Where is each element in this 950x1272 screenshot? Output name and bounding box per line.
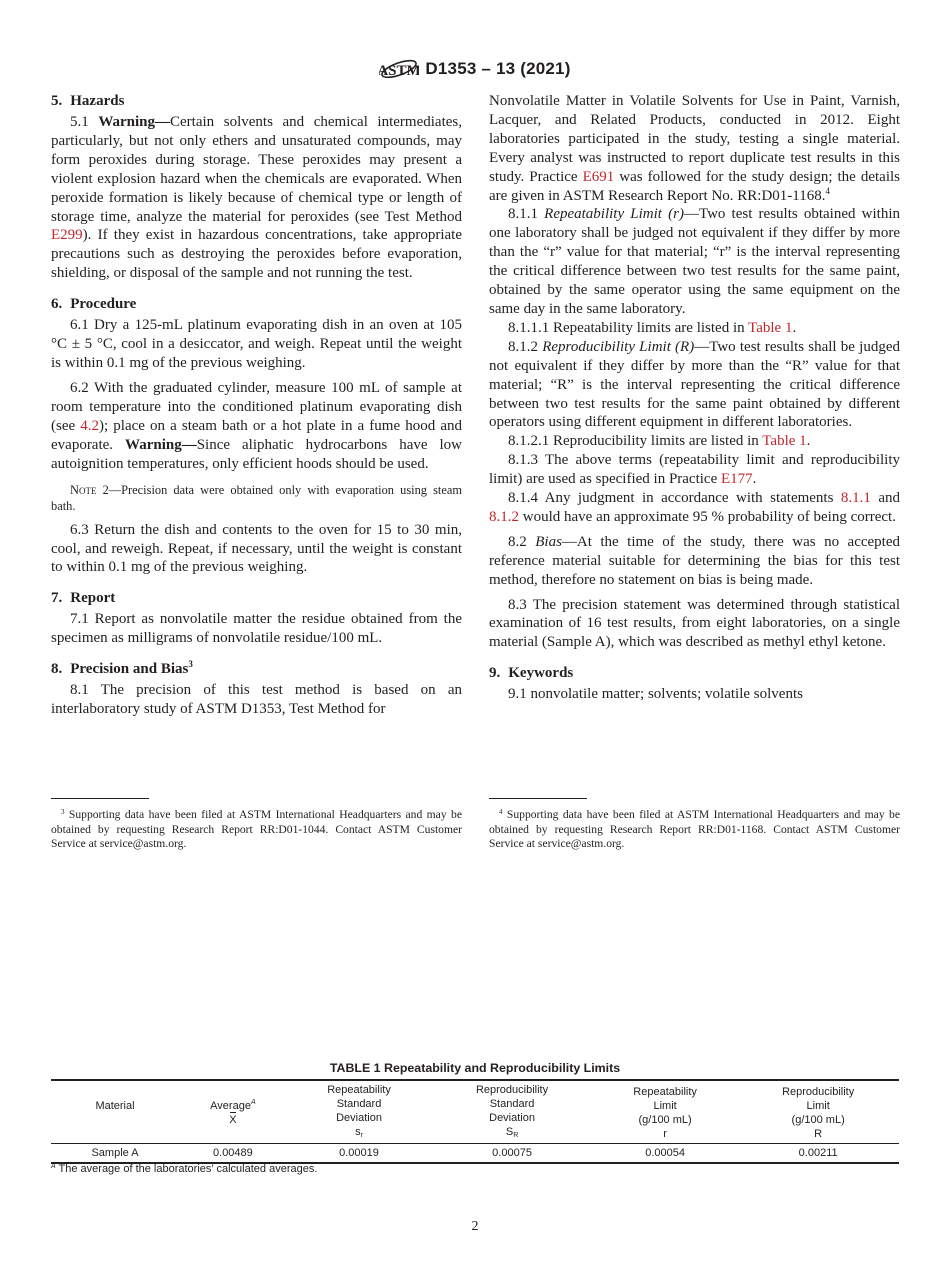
- cell-reproducibility-limit: 0.00211: [737, 1144, 899, 1164]
- footnote-3: $^3$ Supporting data have been filed at ASTM International Headquarters and may be obtained by requesting Research Report RR:D01-1044. Contact ASTM Customer Service at service@astm.org.: [51, 808, 462, 851]
- paragraph-8-1-2: 8.1.2 Reproducibility Limit (R)—Two test results shall be judged not equivalent if they differ by more than the “R” value for that material; “R” is the interval representing the critical difference between two test results for the same paint obtained by different operators using different equipment in different laboratories.: [489, 338, 900, 431]
- paragraph-8-1-1: 8.1.1 Repeatability Limit (r)—Two test results obtained within one laboratory shall be judged not equivalent if they differ by more than the “r” value for that material; “r” is the interval representing the critical difference between two test results for the same paint, obtained by the same operator using the same equipment on the same day in the same laboratory.: [489, 206, 900, 317]
- paragraph-8-1-start: 8.1 The precision of this test method is based on an interlaboratory study of ASTM D1353, Test Method for: [51, 682, 462, 718]
- section-9-heading: 9. Keywords: [489, 665, 574, 682]
- link-4-2[interactable]: 4.2: [80, 417, 100, 434]
- page-number: 2: [471, 1219, 479, 1234]
- link-table-1[interactable]: Table 1: [748, 319, 793, 336]
- link-table-1[interactable]: Table 1: [762, 433, 807, 450]
- paragraph-8-3: 8.3 The precision statement was determined through statistical examination of 16 test results, from eight laboratories, on a single material (Sample A), which was described as methyl ethyl ketone.: [489, 596, 900, 651]
- footnote-ref-3[interactable]: 3: [188, 659, 193, 670]
- table-1: [51, 1079, 899, 1164]
- link-e177[interactable]: E177: [721, 471, 753, 488]
- col-header-reproducibility-sd: Reproducibility Standard Deviation $S_R$: [431, 1080, 593, 1144]
- col-header-material: Material: [51, 1080, 179, 1144]
- cell-material: Sample A: [51, 1144, 179, 1164]
- paragraph-6-2: 6.2 With the graduated cylinder, measure 100 mL of sample at room temperature into the conditioned platinum evaporating dish (see 4.2); place on a steam bath or a hot plate in a fume hood and evaporate. Warning—Since aliphatic hydrocarbons have low autoignition temperatures, only efficient hoods should be used.: [51, 379, 462, 472]
- section-7-heading: 7. Report: [51, 590, 116, 607]
- col-header-average: Average$^A$ X: [179, 1080, 287, 1144]
- link-8-1-2[interactable]: 8.1.2: [489, 508, 519, 525]
- svg-text:ASTM: ASTM: [379, 63, 420, 79]
- paragraph-8-1-1-1: 8.1.1.1 Repeatability limits are listed in Table 1.: [508, 319, 797, 336]
- cell-repeatability-limit: 0.00054: [593, 1144, 737, 1164]
- left-column: [51, 92, 462, 719]
- right-column: [489, 92, 900, 704]
- cell-reproducibility-sd: 0.00075: [431, 1144, 593, 1164]
- link-e299[interactable]: E299: [51, 227, 83, 244]
- link-8-1-1[interactable]: 8.1.1: [840, 490, 871, 507]
- section-5-heading: 5. Hazards: [51, 93, 125, 109]
- col-header-repeatability-sd: Repeatability Standard Deviation $s_r$: [287, 1080, 431, 1144]
- paragraph-8-1-4: 8.1.4 Any judgment in accordance with statements 8.1.1 and 8.1.2 would have an approximate 95 % probability of being correct.: [489, 490, 900, 525]
- table-1-title: TABLE 1 Repeatability and Reproducibility Limits: [329, 1061, 621, 1075]
- link-e691[interactable]: E691: [582, 168, 615, 185]
- page-header: [0, 54, 950, 84]
- footnote-4: $^4$ Supporting data have been filed at ASTM International Headquarters and may be obtained by requesting Research Report RR:D01-1168. Contact ASTM Customer Service at service@astm.org.: [489, 808, 900, 851]
- paragraph-5-1: 5.1 Warning—Certain solvents and chemical intermediates, particularly, but not only ethers and unsaturated compounds, may form peroxides during storage. These peroxides may present a violent explosion hazard when the chemicals are evaporated. When peroxide formation is likely because of chemical type or length of storage time, analyze the material for peroxides (see Test Method E299). If they exist in hazardous concentrations, take appropriate precautions such as destroying the peroxides before evaporation, shielding, or disposal of the sample and not running the test.: [51, 114, 462, 282]
- col-header-reproducibility-limit: Reproducibility Limit (g/100 mL) R: [737, 1080, 899, 1144]
- paragraph-9-1: 9.1 nonvolatile matter; solvents; volatile solvents: [508, 686, 803, 703]
- footnote-ref-4[interactable]: 4: [825, 185, 830, 196]
- paragraph-6-3: 6.3 Return the dish and contents to the oven for 15 to 30 min, cool, and reweigh. Repeat, if necessary, until the weight is constant to within 0.1 mg of the previous weighing.: [51, 521, 462, 576]
- paragraph-7-1: 7.1 Report as nonvolatile matter the residue obtained from the specimen as milligrams of nonvolatile residue/100 mL.: [51, 611, 462, 647]
- paragraph-8-1-2-1: 8.1.2.1 Reproducibility limits are listed in Table 1.: [508, 433, 811, 450]
- paragraph-8-1-cont: Nonvolatile Matter in Volatile Solvents for Use in Paint, Varnish, Lacquer, and Related Products, conducted in 2012. Eight laboratories participated in the study, testing a single material. Every analyst was instructed to report duplicate test results in this study. Practice E691 was followed for the study design; the details are given in ASTM Research Report No. RR:D01-1168.$^4$: [489, 93, 900, 204]
- footnote-divider-left: [51, 798, 149, 799]
- table-row: [51, 1144, 899, 1164]
- cell-average: 0.00489: [179, 1144, 287, 1164]
- cell-repeatability-sd: 0.00019: [287, 1144, 431, 1164]
- section-8-heading: 8. Precision and Bias$^3$: [51, 659, 193, 678]
- astm-logo-icon: [379, 54, 419, 84]
- document-id: D1353 – 13 (2021): [425, 59, 571, 78]
- footnote-divider-right: [489, 798, 587, 799]
- paragraph-8-2: 8.2 Bias—At the time of the study, there was no accepted reference material suitable for determining the bias for this test method, therefore no statement on bias is being made.: [489, 533, 901, 588]
- note-2: Note 2—Precision data were obtained only with evaporation using steam bath.: [51, 483, 462, 513]
- paragraph-8-1-3: 8.1.3 The above terms (repeatability limit and reproducibility limit) are used as specified in Practice E177.: [489, 452, 900, 488]
- paragraph-6-1: 6.1 Dry a 125-mL platinum evaporating dish in an oven at 105 °C ± 5 °C, cool in a desiccator, and weigh. Repeat until the weight is within 0.1 mg of the previous weighing.: [51, 317, 462, 371]
- table-1-footnote: $^A$ The average of the laboratories’ calculated averages.: [51, 1163, 318, 1175]
- section-6-heading: 6. Procedure: [51, 296, 137, 313]
- col-header-repeatability-limit: Repeatability Limit (g/100 mL) r: [593, 1080, 737, 1144]
